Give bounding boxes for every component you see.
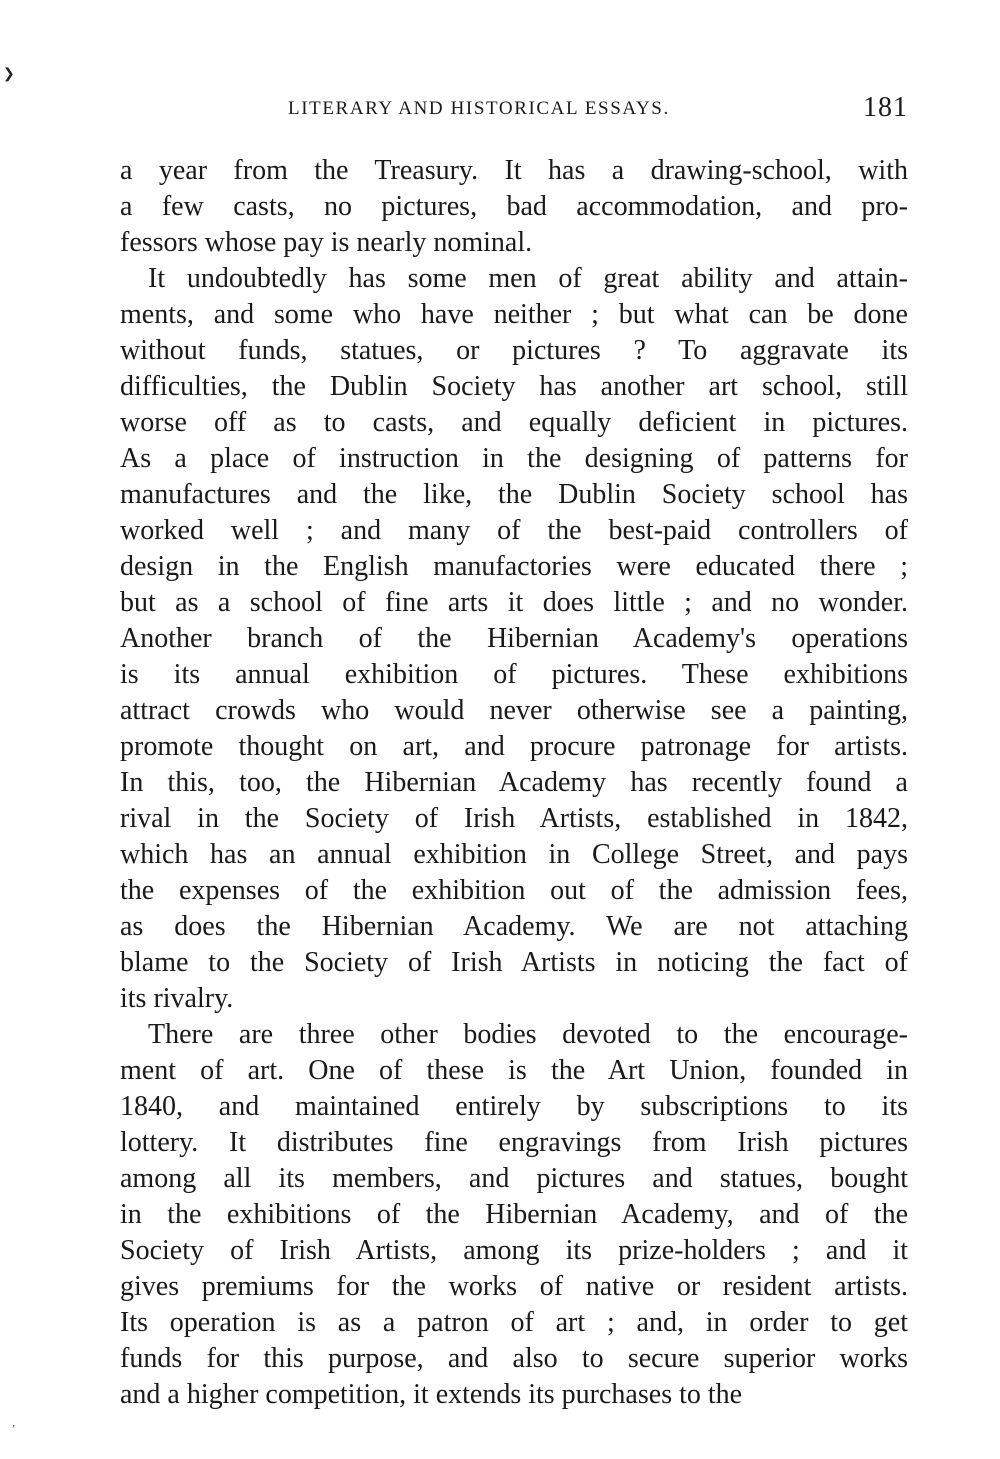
text-line: ments, and some who have neither ; but what can be done: [120, 299, 908, 330]
text-line: fessors whose pay is nearly nominal.: [120, 227, 533, 258]
text-line: is its annual exhibition of pictures. These exhibitions: [120, 659, 908, 690]
text-line: manufactures and the like, the Dublin Society school has: [120, 479, 908, 510]
paragraph: [120, 153, 908, 261]
text-line: gives premiums for the works of native or resident artists.: [120, 1271, 908, 1302]
text-line: design in the English manufactories were educated there ;: [120, 551, 908, 582]
text-line: a year from the Treasury. It has a drawing-school, with: [120, 155, 908, 186]
text-line: without funds, statues, or pictures ? To aggravate its: [120, 335, 908, 366]
text-line: and a higher competition, it extends its purchases to the: [120, 1379, 743, 1410]
text-line: its rivalry.: [120, 983, 234, 1014]
margin-mark-top: ❯: [3, 67, 15, 82]
text-line: rival in the Society of Irish Artists, established in 1842,: [120, 803, 908, 834]
page-header: [120, 92, 908, 132]
text-line: in the exhibitions of the Hibernian Academy, and of the: [120, 1199, 908, 1230]
text-line: As a place of instruction in the designing of patterns for: [120, 443, 908, 474]
text-line: attract crowds who would never otherwise see a painting,: [120, 695, 908, 726]
paragraph: [120, 261, 908, 1017]
text-line: Society of Irish Artists, among its prize-holders ; and it: [120, 1235, 908, 1266]
text-line: a few casts, no pictures, bad accommodation, and pro-: [120, 191, 908, 222]
text-line: which has an annual exhibition in College Street, and pays: [120, 839, 908, 870]
text-line: funds for this purpose, and also to secure superior works: [120, 1343, 908, 1374]
running-head: LITERARY AND HISTORICAL ESSAYS.: [288, 98, 670, 119]
text-line: It undoubtedly has some men of great ability and attain-: [148, 263, 908, 294]
page-number: 181: [863, 92, 908, 123]
text-line: 1840, and maintained entirely by subscriptions to its: [120, 1091, 908, 1122]
text-line: worked well ; and many of the best-paid controllers of: [120, 515, 908, 546]
text-line: In this, too, the Hibernian Academy has recently found a: [120, 767, 908, 798]
paragraph: [120, 1017, 908, 1413]
text-line: Its operation is as a patron of art ; and, in order to get: [120, 1307, 908, 1338]
text-line: Another branch of the Hibernian Academy's operations: [120, 623, 908, 654]
body-text: [120, 153, 908, 1413]
text-line: lottery. It distributes fine engravings from Irish pictures: [120, 1127, 908, 1158]
text-line: blame to the Society of Irish Artists in noticing the fact of: [120, 947, 908, 978]
text-line: difficulties, the Dublin Society has another art school, still: [120, 371, 908, 402]
text-line: promote thought on art, and procure patronage for artists.: [120, 731, 908, 762]
text-line: the expenses of the exhibition out of the admission fees,: [120, 875, 908, 906]
text-line: as does the Hibernian Academy. We are not attaching: [120, 911, 908, 942]
margin-mark-bottom: ‚: [12, 1418, 16, 1429]
text-line: among all its members, and pictures and statues, bought: [120, 1163, 908, 1194]
text-line: worse off as to casts, and equally deficient in pictures.: [120, 407, 908, 438]
text-line: There are three other bodies devoted to the encourage-: [148, 1019, 908, 1050]
text-line: ment of art. One of these is the Art Union, founded in: [120, 1055, 908, 1086]
text-line: but as a school of fine arts it does little ; and no wonder.: [120, 587, 908, 618]
